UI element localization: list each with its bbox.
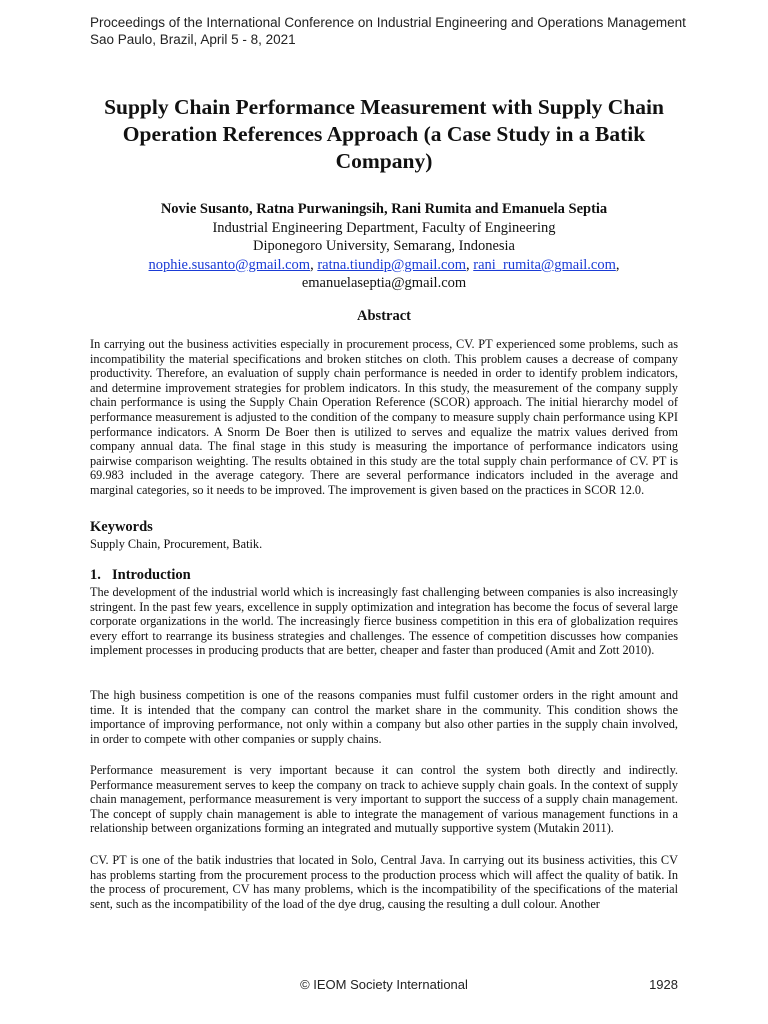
conference-name: Proceedings of the International Conference on Industrial Engineering and Operations Management xyxy=(90,15,686,30)
footer-copyright: © IEOM Society International xyxy=(300,977,468,992)
author-emails xyxy=(84,256,684,275)
abstract-text: In carrying out the business activities especially in procurement process, CV. PT experienced some problems, such as incompatibility the material specifications and broken stitches on cloth. This problem causes a decrease of company productivity. Therefore, an evaluation of supply chain performance is needed in order to identify problem indicators, and determine improvement strategies for problem indicators. In this study, the measurement of the company supply chain performance is using the Supply Chain Operation Reference (SCOR) approach. The initial hierarchy model of performance measurement is adjusted to the condition of the company to measure supply chain performance using KPI performance indicators. A Snorm De Boer then is utilized to serves and equalize the matrix values derived from company annual data. The final stage in this study is measuring the importance of performance indicators using pairwise comparison weighting. The results obtained in this study are the total supply chain performance of CV. PT is 69.983 included in the average category. There are several performance indicators included in the average and marginal categories, so it needs to be improved. The improvement is given based on the practices in SCOR 12.0. xyxy=(90,337,678,497)
email-separator: , xyxy=(310,256,318,273)
email-separator: , xyxy=(465,256,474,273)
email-plain: emanuelaseptia@gmail.com xyxy=(301,275,467,291)
running-head xyxy=(90,14,690,48)
conference-location-date: Sao Paulo, Brazil, April 5 - 8, 2021 xyxy=(90,32,296,47)
affiliation-university: Diponegoro University, Semarang, Indonesia xyxy=(252,238,515,254)
introduction-heading xyxy=(90,566,191,584)
section-title: Introduction xyxy=(112,567,191,583)
abstract-heading: Abstract xyxy=(357,308,411,324)
email-trailing-comma: , xyxy=(615,256,620,273)
author-block xyxy=(84,200,684,293)
intro-paragraph-4: CV. PT is one of the batik industries that located in Solo, Central Java. In carrying out its business activities, this CV has problems starting from the procurement process to the production process which will affect the quality of batik. In the process of procurement, CV has many problems, which is the incompatibility of the specifications of the material sent, such as the incompatibility of the load of the dye drug, causing the resulting a dull colour. Another xyxy=(90,853,678,911)
intro-paragraph-3: Performance measurement is very important because it can control the system both directly and indirectly. Performance measurement serves to keep the company on track to achieve supply chain goals. In the context of supply chain management, performance measurement is very important to support the success of a supply chain management. The concept of supply chain management is able to integrate the management of various management functions in a relationship between organizations forming an integrated and mutually supportive system (Mutakin 2011). xyxy=(90,763,678,836)
section-number: 1. xyxy=(90,567,101,583)
intro-paragraph-2: The high business competition is one of the reasons companies must fulfil customer orders in the right amount and time. It is intended that the company can control the market share in the community. This condition shows the importance of improving performance, not only within a company but also other parties in the supply chain involved, in order to compete with other companies or supply chains. xyxy=(90,688,678,746)
email-link-3[interactable]: rani_rumita@gmail.com xyxy=(473,256,616,273)
page-number: 1928 xyxy=(649,977,678,992)
paper-title: Supply Chain Performance Measurement with Supply Chain Operation References Approach (a Case Study in a Batik Company) xyxy=(104,95,664,173)
keywords-text: Supply Chain, Procurement, Batik. xyxy=(90,537,263,551)
intro-paragraph-1: The development of the industrial world which is increasingly fast challenging between companies is also increasingly stringent. In the past few years, excellence in supply optimization and integration has become the focus of several large corporate organizations in the world. The increasingly fierce business competition in this era of globalization requires every effort to rearrange its business strategies and challenges. The essence of competition discusses how companies implement processes in producing products that are better, cheaper and faster than produced (Amit and Zott 2010). xyxy=(90,585,678,658)
email-link-2[interactable]: ratna.tiundip@gmail.com xyxy=(317,256,466,273)
keywords-heading: Keywords xyxy=(90,519,153,535)
affiliation-department: Industrial Engineering Department, Faculty of Engineering xyxy=(212,219,556,236)
email-link-1[interactable]: nophie.susanto@gmail.com xyxy=(148,256,311,273)
author-names: Novie Susanto, Ratna Purwaningsih, Rani Rumita and Emanuela Septia xyxy=(160,201,608,217)
